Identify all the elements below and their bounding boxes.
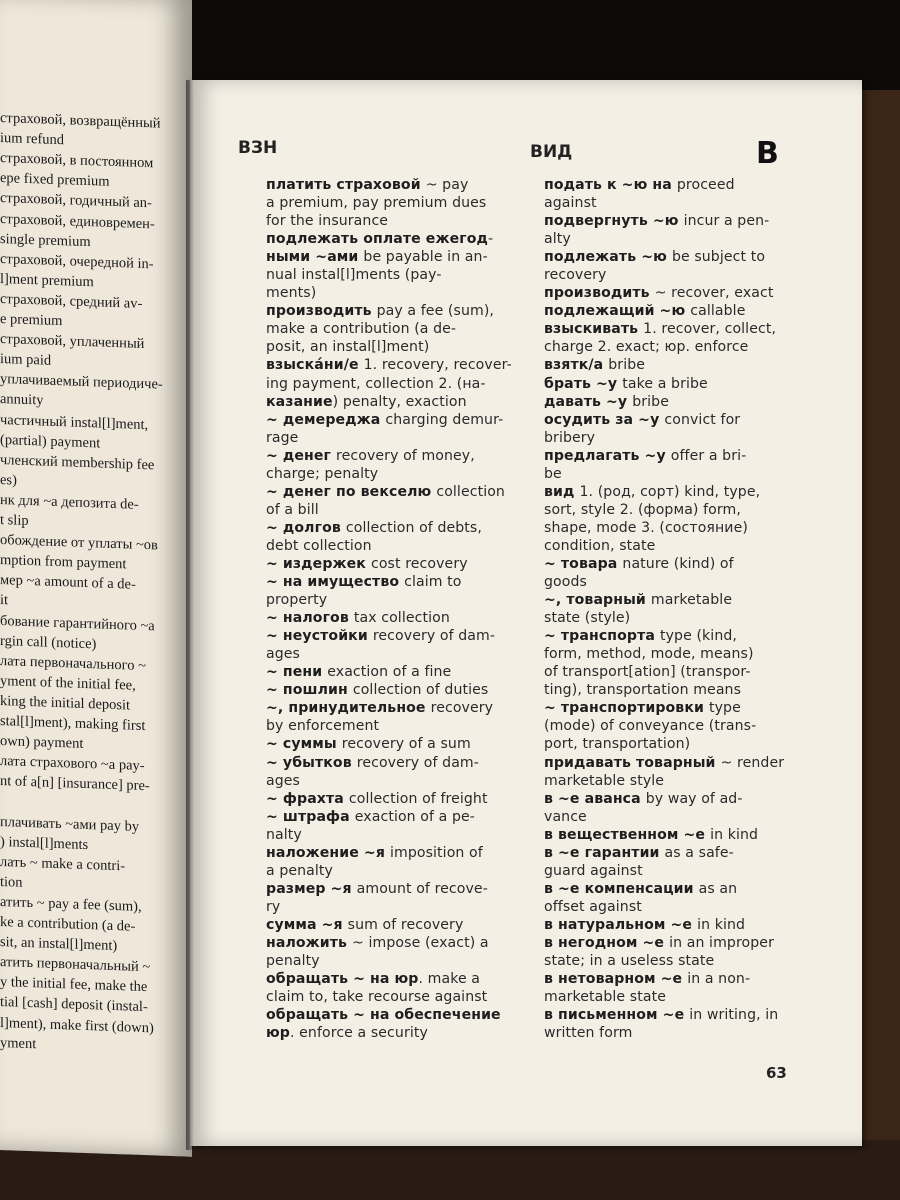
left-page-line: страховой, единовремен- bbox=[0, 210, 155, 232]
entry-line: against bbox=[544, 195, 597, 212]
entry-line: казание) penalty, exaction bbox=[266, 393, 467, 410]
entry-line: penalty bbox=[266, 953, 320, 970]
left-page-line: ium paid bbox=[0, 351, 52, 369]
entry-column-2 bbox=[544, 176, 785, 1042]
left-page-line: (partial) payment bbox=[0, 431, 101, 452]
entry-line: guard against bbox=[544, 862, 643, 879]
entry-line: of transport[ation] (transpor- bbox=[544, 664, 751, 681]
entry-line: ~ долгов collection of debts, bbox=[266, 519, 482, 536]
entry-line: обращать ~ на юр. make a bbox=[266, 971, 481, 988]
entry-line: подлежать оплате ежегод- bbox=[266, 231, 494, 248]
entry-line: ages bbox=[266, 646, 300, 663]
entry-line: state (style) bbox=[544, 610, 631, 627]
entry-line: подлежащий ~ю callable bbox=[544, 303, 746, 320]
entry-line: charge; penalty bbox=[266, 465, 379, 482]
entry-line: ~ издержек cost recovery bbox=[266, 555, 468, 572]
left-page-line: l]ment), make first (down) bbox=[0, 1014, 154, 1036]
entry-line: vance bbox=[544, 808, 587, 825]
left-page-line: обождение от уплаты ~ов bbox=[0, 532, 158, 554]
entry-line: form, method, mode, means) bbox=[544, 646, 754, 663]
left-page-line: annuity bbox=[0, 391, 44, 409]
entry-line: брать ~у take a bribe bbox=[544, 375, 708, 392]
entry-line: ~ неустойки recovery of dam- bbox=[266, 628, 496, 645]
entry-line: ry bbox=[266, 898, 281, 915]
entry-line: offset against bbox=[544, 898, 642, 915]
entry-line: ~, товарный marketable bbox=[544, 592, 733, 609]
entry-column-1 bbox=[266, 176, 512, 1042]
entry-line: в ~е аванса by way of ad- bbox=[544, 790, 743, 807]
left-page-line: e premium bbox=[0, 311, 63, 330]
entry-line: подать к ~ю на proceed bbox=[544, 177, 735, 193]
entry-line: claim to, take recourse against bbox=[266, 989, 488, 1006]
running-head-left: ВЗН bbox=[238, 138, 278, 158]
entry-line: recovery bbox=[544, 267, 607, 284]
left-page-line: уплачиваемый периодиче- bbox=[0, 371, 163, 393]
left-page-line: членский membership fee bbox=[0, 451, 155, 474]
entry-line: by enforcement bbox=[266, 718, 380, 735]
entry-line: sort, style 2. (форма) form, bbox=[544, 501, 741, 518]
entry-line: debt collection bbox=[266, 537, 372, 554]
entry-line: ~ фрахта collection of freight bbox=[266, 790, 488, 807]
entry-line: state; in a useless state bbox=[544, 953, 715, 970]
entry-line: marketable state bbox=[544, 989, 666, 1006]
entry-line: ~ налогов tax collection bbox=[266, 610, 450, 627]
entry-line: alty bbox=[544, 231, 571, 248]
entry-line: marketable style bbox=[544, 772, 665, 789]
entry-line: ными ~ами be payable in an- bbox=[266, 249, 488, 266]
left-page-line: es) bbox=[0, 471, 17, 489]
entry-line: ~ штрафа exaction of a pe- bbox=[266, 808, 475, 825]
entry-line: в ~е компенсации as an bbox=[544, 880, 738, 897]
entry-line: обращать ~ на обеспечение bbox=[266, 1007, 501, 1024]
left-page-line: yment of the initial fee, bbox=[0, 672, 136, 694]
left-page-line: атить ~ pay a fee (sum), bbox=[0, 893, 142, 915]
left-page-line: страховой, в постоянном bbox=[0, 150, 154, 172]
entry-line: осудить за ~у convict for bbox=[544, 411, 741, 428]
left-page-line: l]ment premium bbox=[0, 270, 94, 291]
entry-line: давать ~у bribe bbox=[544, 393, 669, 410]
entry-line: в негодном ~е in an improper bbox=[544, 934, 774, 951]
entry-line: shape, mode 3. (состояние) bbox=[544, 519, 748, 536]
entry-line: property bbox=[266, 592, 328, 609]
entry-line: ments) bbox=[266, 285, 317, 302]
left-page-line: king the initial deposit bbox=[0, 692, 131, 714]
entry-line: в натуральном ~е in kind bbox=[544, 916, 746, 933]
background-right bbox=[860, 90, 900, 1200]
entry-line: condition, state bbox=[544, 537, 656, 554]
entry-line: взыскáни/е 1. recovery, recover- bbox=[266, 357, 512, 374]
entry-line: наложение ~я imposition of bbox=[266, 844, 483, 861]
entry-line: ~ денег recovery of money, bbox=[266, 447, 475, 464]
entry-line: в вещественном ~е in kind bbox=[544, 826, 759, 843]
entry-line: for the insurance bbox=[266, 213, 389, 230]
left-page-line: t slip bbox=[0, 512, 29, 529]
entry-line: ~ демереджа charging demur- bbox=[266, 411, 504, 428]
left-page-line: лата первоначального ~ bbox=[0, 652, 146, 674]
left-page-line: mption from payment bbox=[0, 552, 127, 573]
entry-line: be bbox=[544, 465, 562, 482]
entry-line: ~ товара nature (kind) of bbox=[544, 555, 734, 572]
left-page-line: ере fixed premium bbox=[0, 170, 110, 191]
right-page bbox=[190, 80, 862, 1146]
entry-line: предлагать ~у offer a bri- bbox=[544, 447, 747, 464]
entry-line: ~ суммы recovery of a sum bbox=[266, 736, 471, 753]
entry-line: взятк/а bribe bbox=[544, 357, 646, 374]
entry-line: производить ~ recover, exact bbox=[544, 285, 774, 302]
entry-line: ~ на имущество claim to bbox=[266, 574, 462, 591]
left-page-line: single premium bbox=[0, 230, 91, 250]
entry-line: ~ пени exaction of a fine bbox=[266, 664, 452, 681]
entry-line: ~, принудительное recovery bbox=[266, 700, 494, 717]
left-page-line: nt of a[n] [insurance] pre- bbox=[0, 773, 150, 795]
left-page-line: own) payment bbox=[0, 733, 84, 753]
left-page-line: stal[l]ment), making first bbox=[0, 713, 146, 735]
entry-line: ting), transportation means bbox=[544, 682, 742, 699]
entry-line: в ~е гарантии as a safe- bbox=[544, 844, 734, 861]
left-page-text bbox=[0, 110, 192, 1052]
left-page-line: sit, an instal[l]ment) bbox=[0, 934, 118, 955]
entry-line: ages bbox=[266, 772, 300, 789]
left-page-line: частичный instal[l]ment, bbox=[0, 411, 149, 433]
entry-line: подлежать ~ю be subject to bbox=[544, 249, 766, 266]
entry-line: в нетоварном ~е in a non- bbox=[544, 971, 751, 988]
left-page-line: страховой, уплаченный bbox=[0, 331, 145, 353]
left-page-line: tial [cash] deposit (instal- bbox=[0, 994, 148, 1016]
entry-line: a premium, pay premium dues bbox=[266, 195, 487, 212]
left-page-line: ke a contribution (a de- bbox=[0, 914, 136, 935]
left-page-line: лата страхового ~а pay- bbox=[0, 753, 145, 775]
entry-line: ~ денег по векселю collection bbox=[266, 483, 505, 500]
entry-line: make a contribution (a de- bbox=[266, 321, 457, 338]
entry-line: bribery bbox=[544, 429, 596, 446]
left-page-line: лать ~ make a contri- bbox=[0, 853, 126, 875]
section-letter: В bbox=[756, 136, 779, 171]
left-page-line: нк для ~а депозита de- bbox=[0, 491, 139, 513]
left-page-line: страховой, годичный an- bbox=[0, 190, 152, 212]
entry-line: ~ транспорта type (kind, bbox=[544, 628, 737, 645]
entry-line: goods bbox=[544, 574, 587, 591]
left-page-line: rgin call (notice) bbox=[0, 632, 97, 652]
entry-line: производить pay a fee (sum), bbox=[266, 303, 495, 320]
entry-line: вид 1. (род, сорт) kind, type, bbox=[544, 483, 761, 500]
entry-line: платить страховой ~ pay bbox=[266, 177, 469, 193]
entry-line: written form bbox=[544, 1025, 633, 1042]
entry-line: ing payment, collection 2. (на- bbox=[266, 375, 486, 392]
entry-line: наложить ~ impose (exact) a bbox=[266, 934, 489, 951]
page-number: 63 bbox=[766, 1064, 787, 1082]
entry-line: придавать товарный ~ render bbox=[544, 754, 785, 771]
entry-line: юр. enforce a security bbox=[266, 1025, 428, 1042]
entry-line: размер ~я amount of recove- bbox=[266, 880, 488, 897]
running-head-right: ВИД bbox=[530, 142, 573, 162]
entry-line: в письменном ~е in writing, in bbox=[544, 1007, 779, 1024]
entry-line: подвергнуть ~ю incur a pen- bbox=[544, 213, 770, 230]
entry-line: ~ пошлин collection of duties bbox=[266, 682, 489, 699]
left-page-line: страховой, возвращённый bbox=[0, 110, 161, 132]
left-page-line: атить первоначальный ~ bbox=[0, 954, 151, 976]
left-page-line: y the initial fee, make the bbox=[0, 974, 148, 996]
left-page-line: мер ~а amount of a de- bbox=[0, 572, 136, 594]
entry-line: port, transportation) bbox=[544, 736, 691, 753]
entry-line: взыскивать 1. recover, collect, bbox=[544, 321, 777, 338]
left-page-line: yment bbox=[0, 1034, 37, 1052]
entry-line: ~ убытков recovery of dam- bbox=[266, 754, 479, 771]
entry-line: posit, an instal[l]ment) bbox=[266, 339, 430, 356]
entry-line: nalty bbox=[266, 826, 302, 843]
entry-line: сумма ~я sum of recovery bbox=[266, 916, 464, 933]
entry-line: ~ транспортировки type bbox=[544, 700, 741, 717]
entry-line: nual instal[l]ments (pay- bbox=[266, 267, 442, 284]
entry-line: (mode) of conveyance (trans- bbox=[544, 718, 757, 735]
left-page-line: tion bbox=[0, 873, 23, 891]
entry-line: charge 2. exact; юр. enforce bbox=[544, 339, 749, 356]
entry-line: a penalty bbox=[266, 862, 333, 879]
left-page bbox=[0, 0, 192, 1157]
left-page-line: плачивать ~ами pay by bbox=[0, 813, 140, 835]
entry-line: of a bill bbox=[266, 501, 319, 518]
left-page-line: страховой, очередной in- bbox=[0, 250, 154, 273]
gutter-shadow bbox=[186, 80, 194, 1150]
left-page-line: бование гарантийного ~а bbox=[0, 612, 155, 634]
left-page-line: страховой, средний av- bbox=[0, 290, 143, 312]
entry-line: rage bbox=[266, 429, 299, 446]
left-page-line: ium refund bbox=[0, 130, 65, 149]
left-page-line: ) instal[l]ments bbox=[0, 833, 89, 853]
left-page-line: it bbox=[0, 592, 9, 609]
